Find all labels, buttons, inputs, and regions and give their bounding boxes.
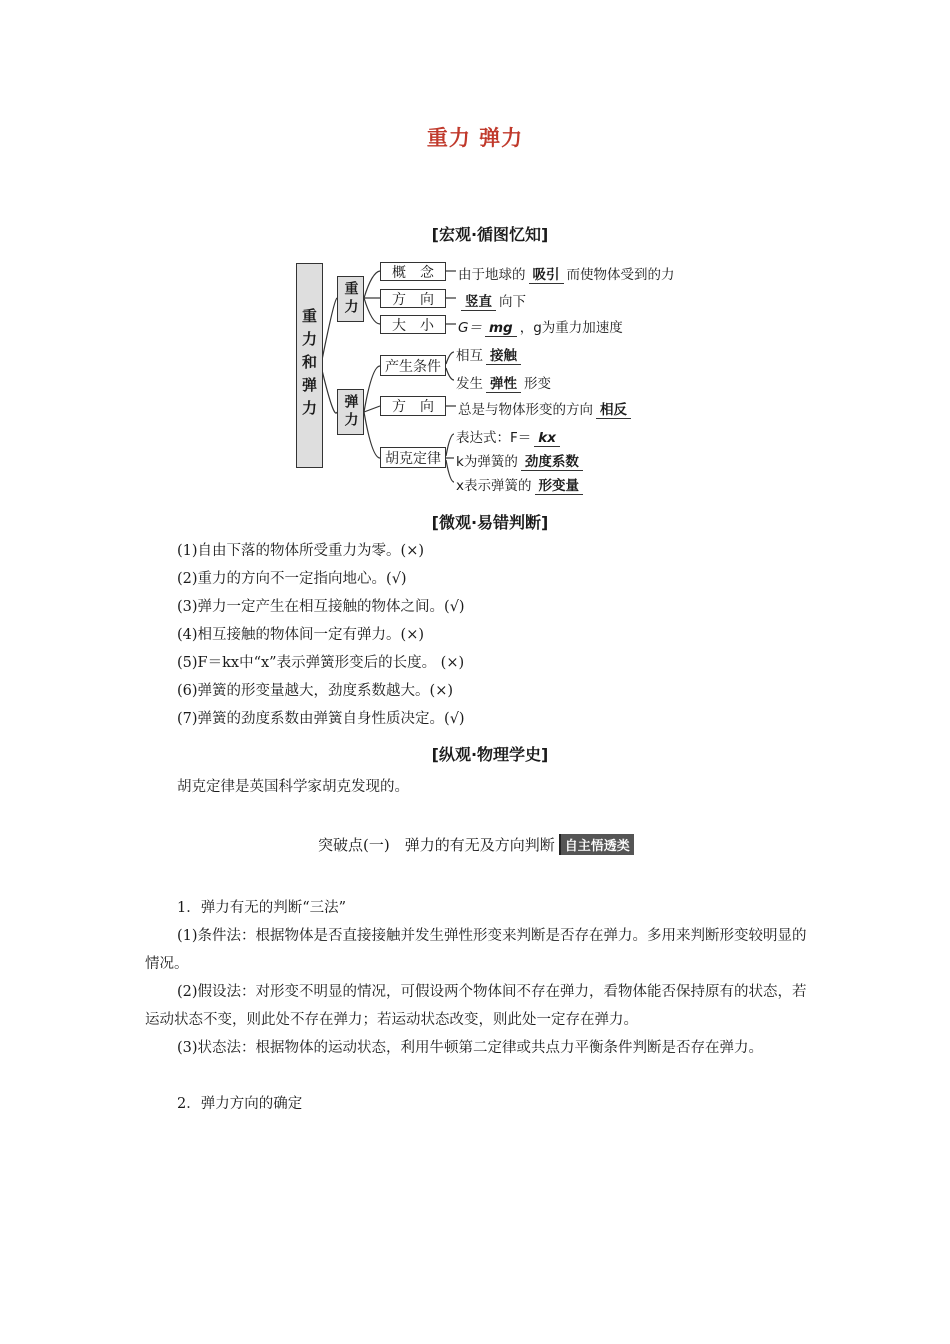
mindmap-gravity-direction-text: 竖直 向下 xyxy=(458,290,526,311)
section-heading-history: [纵观·物理学史] xyxy=(431,745,549,764)
mindmap-elastic-node: 弹力 xyxy=(337,389,364,435)
mindmap-key-concept: 概 念 xyxy=(380,262,446,281)
mindmap-concept-text: 由于地球的 吸引 而使物体受到的力 xyxy=(458,263,675,284)
mindmap-key-elastic-direction: 方 向 xyxy=(380,396,446,416)
body-paragraph: (3)状态法：根据物体的运动状态，利用牛顿第二定律或共点力平衡条件判断是否存在弹力。 xyxy=(177,1040,764,1056)
mindmap-condition-line1: 相互 接触 xyxy=(456,344,524,365)
body-paragraph: (2)假设法：对形变不明显的情况，可假设两个物体间不存在弹力，看物体能否保持原有的状态，若运动状态不变，则此处不存在弹力；若运动状态改变，则此处一定存在弹力。 xyxy=(145,984,807,1028)
mindmap-key-condition: 产生条件 xyxy=(380,355,446,376)
breakthrough-tag: 自主悟透类 xyxy=(559,834,634,855)
judgment-item: (7)弹簧的劲度系数由弹簧自身性质决定。(√) xyxy=(177,711,465,727)
judgment-item: (2)重力的方向不一定指向地心。(√) xyxy=(177,571,407,587)
body-item-1: 1．弹力有无的判断“三法” xyxy=(177,900,347,916)
section-heading-micro: [微观·易错判断] xyxy=(431,513,549,532)
mindmap-elastic-direction-text: 总是与物体形变的方向 相反 xyxy=(458,398,634,419)
judgment-item: (4)相互接触的物体间一定有弹力。(×) xyxy=(177,627,425,643)
body-item-2: 2．弹力方向的确定 xyxy=(177,1096,303,1112)
section-heading-macro: [宏观·循图忆知] xyxy=(431,225,549,244)
breakthrough-title: 突破点(一) 弹力的有无及方向判断 xyxy=(318,836,555,854)
mindmap-hooke-line3: x表示弹簧的 形变量 xyxy=(456,474,586,495)
mindmap-key-hooke: 胡克定律 xyxy=(380,447,446,468)
judgment-item: (6)弹簧的形变量越大，劲度系数越大。(×) xyxy=(177,683,454,699)
mindmap-gravity-node: 重力 xyxy=(337,276,364,322)
mindmap-condition-line2: 发生 弹性 形变 xyxy=(456,372,551,393)
judgment-item: (5)F＝kx中“x”表示弹簧形变后的长度。 (×) xyxy=(177,655,465,671)
body-paragraph: (1)条件法：根据物体是否直接接触并发生弹性形变来判断是否存在弹力。多用来判断形变较明显的情况。 xyxy=(145,928,807,972)
mindmap-key-gravity-direction: 方 向 xyxy=(380,289,446,308)
page-title: 重力 弹力 xyxy=(426,126,524,150)
judgment-item: (3)弹力一定产生在相互接触的物体之间。(√) xyxy=(177,599,465,615)
mindmap-hooke-line2: k为弹簧的 劲度系数 xyxy=(456,450,586,471)
mindmap-magnitude-text: G＝ mg ，g为重力加速度 xyxy=(458,320,623,336)
mindmap-key-magnitude: 大 小 xyxy=(380,315,446,334)
mindmap-root: 重力和弹力 xyxy=(296,263,323,468)
mindmap-hooke-line1: 表达式：F＝ kx xyxy=(456,426,563,447)
judgment-item: (1)自由下落的物体所受重力为零。(×) xyxy=(177,543,425,559)
breakthrough-heading xyxy=(318,834,634,855)
history-text: 胡克定律是英国科学家胡克发现的。 xyxy=(177,779,409,795)
